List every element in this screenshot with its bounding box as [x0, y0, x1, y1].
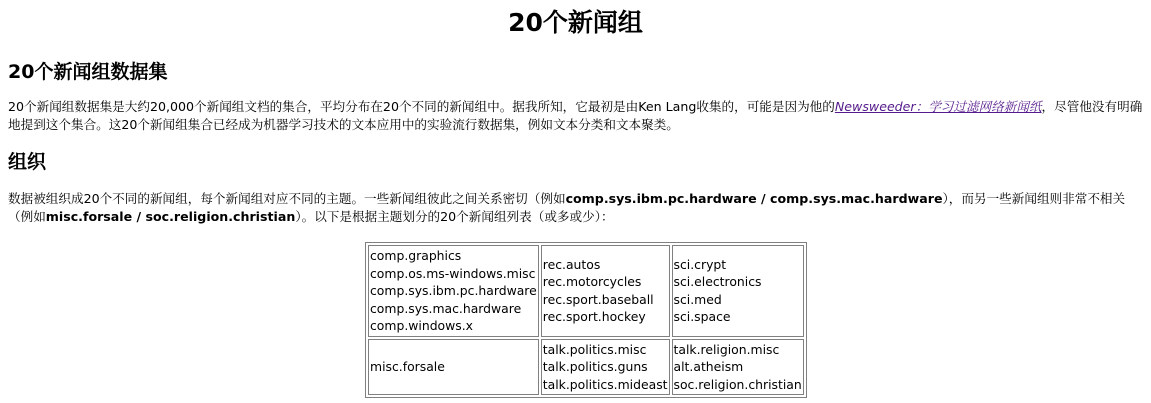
newsgroup-name: talk.politics.guns	[542, 359, 648, 374]
newsgroup-name: sci.med	[673, 291, 722, 307]
newsgroup-name: talk.politics.misc	[542, 341, 647, 357]
newsgroup-name: comp.windows.x	[370, 318, 474, 333]
unrelated-groups-example: misc.forsale / soc.religion.christian	[45, 209, 296, 224]
newsgroup-name: comp.sys.ibm.pc.hardware	[370, 283, 537, 298]
newsgroup-name: talk.religion.misc	[673, 341, 780, 357]
newsgroups-table-body	[368, 245, 804, 395]
dataset-text-2: ，尽管他没有明确地提到这个集合。这20个新闻组集合已经成为机器学习技术的文本应用中的实验流行数据集，例如文本分类和文本聚类。	[8, 99, 1143, 132]
newsgroup-name: rec.autos	[542, 256, 601, 272]
dataset-paragraph	[8, 98, 1143, 134]
newsgroup-name: sci.space	[673, 309, 731, 325]
table-row	[368, 339, 804, 396]
table-cell	[541, 245, 670, 337]
newsgroup-name: comp.graphics	[370, 248, 462, 263]
table-cell	[672, 245, 804, 337]
dataset-text-1: 20个新闻组数据集是大约20,000个新闻组文档的集合，平均分布在20个不同的新闻组中。据我所知，它最初是由Ken Lang收集的，可能是因为他的	[8, 99, 835, 114]
organization-heading: 组织	[8, 151, 47, 173]
newsgroups-table	[365, 242, 807, 398]
page-title: 20个新闻组	[508, 8, 643, 37]
table-row	[368, 245, 804, 337]
organization-text-1: 数据被组织成20个不同的新闻组，每个新闻组对应不同的主题。一些新闻组彼此之间关系密切（例如	[8, 191, 566, 206]
newsgroup-name: rec.sport.baseball	[542, 291, 654, 307]
newsgroup-name: sci.electronics	[673, 274, 762, 290]
newsweeder-link[interactable]: Newsweeder：学习过滤网络新闻纸	[834, 99, 1042, 114]
newsgroup-name: comp.sys.mac.hardware	[370, 300, 522, 316]
related-groups-example: comp.sys.ibm.pc.hardware / comp.sys.mac.hardware	[565, 191, 943, 206]
newsgroup-name: soc.religion.christian	[673, 376, 802, 392]
newsgroup-name: rec.sport.hockey	[542, 309, 646, 325]
organization-text-2: ），而另一些新闻组则非常不相关（例如	[8, 191, 1126, 224]
table-cell	[541, 339, 670, 396]
dataset-heading: 20个新闻组数据集	[8, 61, 168, 83]
newsgroup-name: alt.atheism	[673, 359, 744, 374]
newsgroup-name: rec.motorcycles	[542, 274, 642, 290]
newsgroup-name: sci.crypt	[673, 256, 727, 272]
table-cell	[368, 339, 539, 396]
organization-text-3: ）。以下是根据主题划分的20个新闻组列表（或多或少）：	[295, 209, 614, 224]
table-cell	[672, 339, 804, 396]
newsgroup-name: comp.os.ms-windows.misc	[370, 265, 536, 281]
organization-paragraph	[8, 190, 1143, 226]
newsgroup-name: talk.politics.mideast	[542, 376, 668, 392]
newsgroup-name: misc.forsale	[370, 359, 445, 374]
table-cell	[368, 245, 539, 337]
